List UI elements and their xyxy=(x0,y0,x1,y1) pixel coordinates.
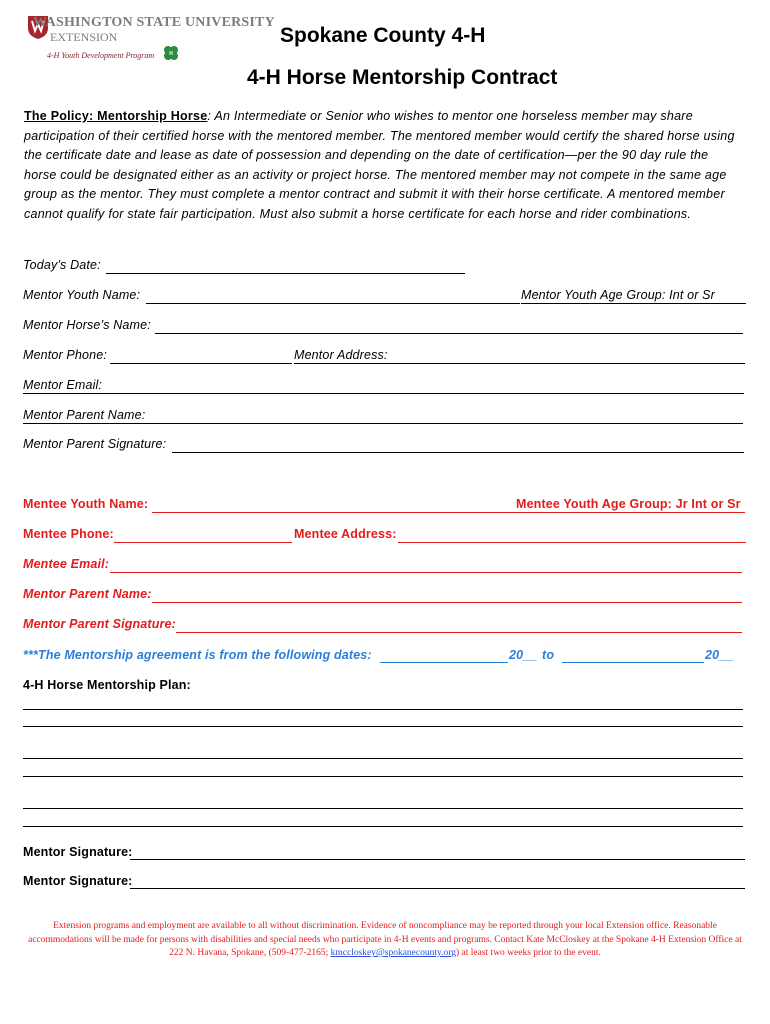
mentee-youth-name-field[interactable] xyxy=(152,512,516,513)
logo-university-name: WASHINGTON STATE UNIVERSITY xyxy=(33,15,275,30)
agreement-start-year: 20__ xyxy=(509,648,538,662)
mentor-parent-signature-label: Mentor Parent Signature: xyxy=(23,437,167,451)
plan-line-4[interactable] xyxy=(23,776,743,777)
mentor-age-group-field[interactable] xyxy=(521,303,746,304)
agreement-dates-label: ***The Mentorship agreement is from the following dates: xyxy=(23,648,372,662)
plan-line-5[interactable] xyxy=(23,808,743,809)
mentee-phone-label: Mentee Phone: xyxy=(23,527,114,541)
mentor-address-field[interactable] xyxy=(294,363,745,364)
mentor-parent-name-field[interactable] xyxy=(23,423,743,424)
agreement-to-label: to xyxy=(542,648,555,662)
policy-text: : An Intermediate or Senior who wishes to mentor one horseless member may share participation of their certified horse with the mentored member. The mentored member would certify the shared horse using the certificate date and lease as date of possession and depending on the date of certification—per the 90 day rule the horse could be designated either as an activity or project horse. The mentored member may not compete in the same age group as the mentor. They must complete a mentor contract and submit it with their horse certificate. A mentored member cannot qualify for state fair participation. Must also submit a horse certificate for each horse and rider combinations. xyxy=(24,109,735,221)
mentee-age-group-field[interactable] xyxy=(516,512,745,513)
footer-email-link[interactable]: kmccloskey@spokanecounty.org xyxy=(330,948,456,958)
mentor-address-label: Mentor Address: xyxy=(294,348,388,362)
plan-line-3[interactable] xyxy=(23,758,743,759)
mentee-parent-signature-label: Mentor Parent Signature: xyxy=(23,617,176,631)
mentor-email-label: Mentor Email: xyxy=(23,378,103,392)
mentor-youth-name-field[interactable] xyxy=(146,303,520,304)
footer-disclaimer xyxy=(20,920,750,961)
mentor-signature-label-2: Mentor Signature: xyxy=(23,874,133,888)
mentor-youth-name-label: Mentor Youth Name: xyxy=(23,288,141,302)
mentee-email-field[interactable] xyxy=(110,572,742,573)
mentor-signature-label-1: Mentor Signature: xyxy=(23,845,133,859)
mentee-age-group-label: Mentee Youth Age Group: Jr Int or Sr xyxy=(516,497,741,511)
logo-extension: EXTENSION xyxy=(50,30,118,44)
footer-text-2: ) at least two weeks prior to the event. xyxy=(456,948,601,958)
mentee-youth-name-label: Mentee Youth Name: xyxy=(23,497,149,511)
mentor-horse-name-field[interactable] xyxy=(155,333,743,334)
plan-line-6[interactable] xyxy=(23,826,743,827)
todays-date-label: Today’s Date: xyxy=(23,258,101,272)
plan-line-1[interactable] xyxy=(23,709,743,710)
mentor-phone-field[interactable] xyxy=(110,363,292,364)
county-title: Spokane County 4-H xyxy=(280,24,486,47)
agreement-end-year: 20__ xyxy=(705,648,734,662)
policy-paragraph xyxy=(24,107,744,225)
agreement-end-date-field[interactable] xyxy=(562,662,704,663)
policy-label: The Policy: Mentorship Horse xyxy=(24,109,208,123)
mentor-parent-signature-field[interactable] xyxy=(172,452,744,453)
plan-line-2[interactable] xyxy=(23,726,743,727)
logo-program: 4-H Youth Development Program xyxy=(47,51,155,60)
mentee-phone-field[interactable] xyxy=(114,542,292,543)
mentorship-plan-label: 4-H Horse Mentorship Plan: xyxy=(23,678,191,692)
mentor-phone-label: Mentor Phone: xyxy=(23,348,107,362)
mentee-parent-name-field[interactable] xyxy=(152,602,742,603)
agreement-start-date-field[interactable] xyxy=(380,662,508,663)
svg-text:H: H xyxy=(169,51,173,57)
mentee-email-label: Mentee Email: xyxy=(23,557,110,571)
mentor-signature-field-2[interactable] xyxy=(130,888,745,889)
mentor-email-field[interactable] xyxy=(23,393,744,394)
mentee-address-label: Mentee Address: xyxy=(294,527,397,541)
todays-date-field[interactable] xyxy=(106,273,465,274)
mentor-parent-name-label: Mentor Parent Name: xyxy=(23,408,146,422)
footer-text-1: Extension programs and employment are available to all without discrimination. Evidence of noncompliance may be reported through your local Extension office. Reasonable accommodations will be made for persons with disabilities and special needs who participate in 4-H events and programs. Contact Kate McCloskey at the Spokane 4-H Extension Office at 222 N. Havana, Spokane, (509-477-2165; xyxy=(28,921,742,958)
mentor-signature-field-1[interactable] xyxy=(130,859,745,860)
document-title: 4-H Horse Mentorship Contract xyxy=(247,66,558,89)
mentee-parent-name-label: Mentor Parent Name: xyxy=(23,587,152,601)
mentor-horse-name-label: Mentor Horse’s Name: xyxy=(23,318,151,332)
mentee-address-field[interactable] xyxy=(398,542,746,543)
4h-clover-icon xyxy=(162,44,180,62)
mentee-parent-signature-field[interactable] xyxy=(176,632,742,633)
mentor-age-group-label: Mentor Youth Age Group: Int or Sr xyxy=(521,288,715,302)
